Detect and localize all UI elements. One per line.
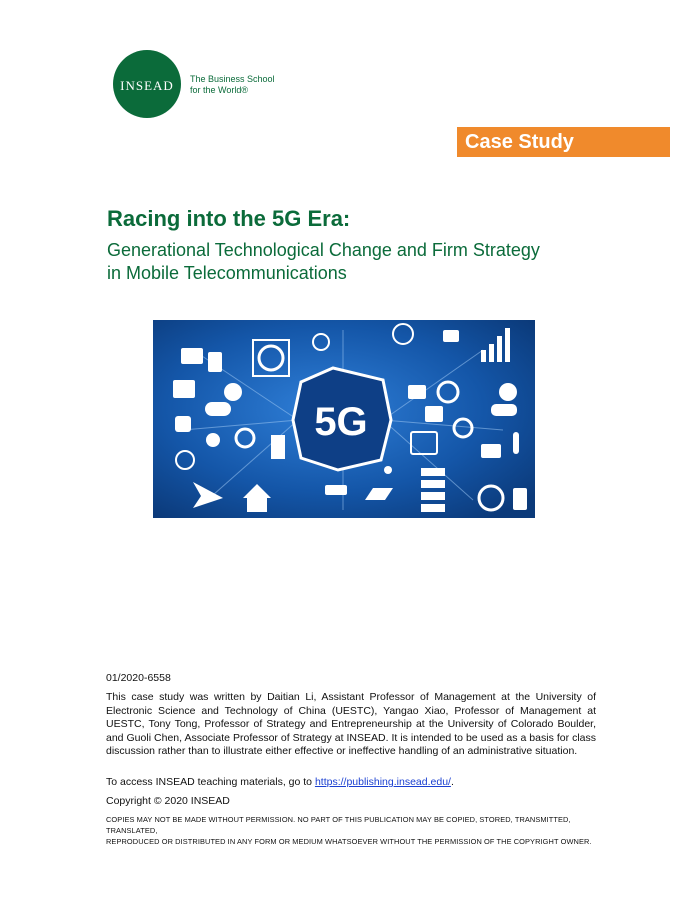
legal-line-1: COPIES MAY NOT BE MADE WITHOUT PERMISSION. NO PART OF THIS PUBLICATION MAY BE COPIED, STORED, TRANSMITTED, TRANSLATED, bbox=[106, 815, 571, 835]
access-line bbox=[106, 776, 596, 790]
hero-5g-label: 5G bbox=[314, 400, 368, 444]
tagline-line-1: The Business School bbox=[190, 74, 275, 84]
logo-tagline bbox=[190, 74, 290, 96]
insead-logo bbox=[113, 50, 181, 118]
tagline-line-2: for the World® bbox=[190, 85, 248, 95]
copyright-notice: Copyright © 2020 INSEAD bbox=[106, 795, 230, 807]
logo-wordmark: INSEAD bbox=[120, 78, 174, 93]
document-title: Racing into the 5G Era: bbox=[107, 206, 351, 231]
access-prefix: To access INSEAD teaching materials, go to bbox=[106, 776, 315, 788]
document-subtitle bbox=[107, 239, 627, 285]
legal-line-2: REPRODUCED OR DISTRIBUTED IN ANY FORM OR MEDIUM WHATSOEVER WITHOUT THE PERMISSION OF THE COPYRIGHT OWNER. bbox=[106, 837, 592, 846]
case-description: This case study was written by Daitian Li, Assistant Professor of Management at the University of Electronic Science and Technology of China (UESTC), Yangao Xiao, Professor of Management at UESTC, Tony Tong, Professor of Strategy and Entrepreneurship at the University of Colorado Boulder, and Guoli Chen, Associate Professor of Strategy at INSEAD. It is intended to be used as a basis for class discussion rather than to illustrate either effective or ineffective handling of an administrative situation. bbox=[106, 691, 596, 757]
access-suffix: . bbox=[450, 776, 454, 788]
hero-5g-image bbox=[153, 320, 535, 518]
subtitle-line-1: Generational Technological Change and Firm Strategy bbox=[107, 240, 540, 260]
legal-notice bbox=[106, 814, 596, 847]
case-study-badge: Case Study bbox=[457, 127, 670, 157]
case-reference-code: 01/2020-6558 bbox=[106, 672, 171, 684]
publishing-link[interactable]: https://publishing.insead.edu/ bbox=[314, 776, 451, 788]
subtitle-line-2: in Mobile Telecommunications bbox=[107, 263, 347, 283]
5g-iot-illustration bbox=[153, 320, 535, 518]
